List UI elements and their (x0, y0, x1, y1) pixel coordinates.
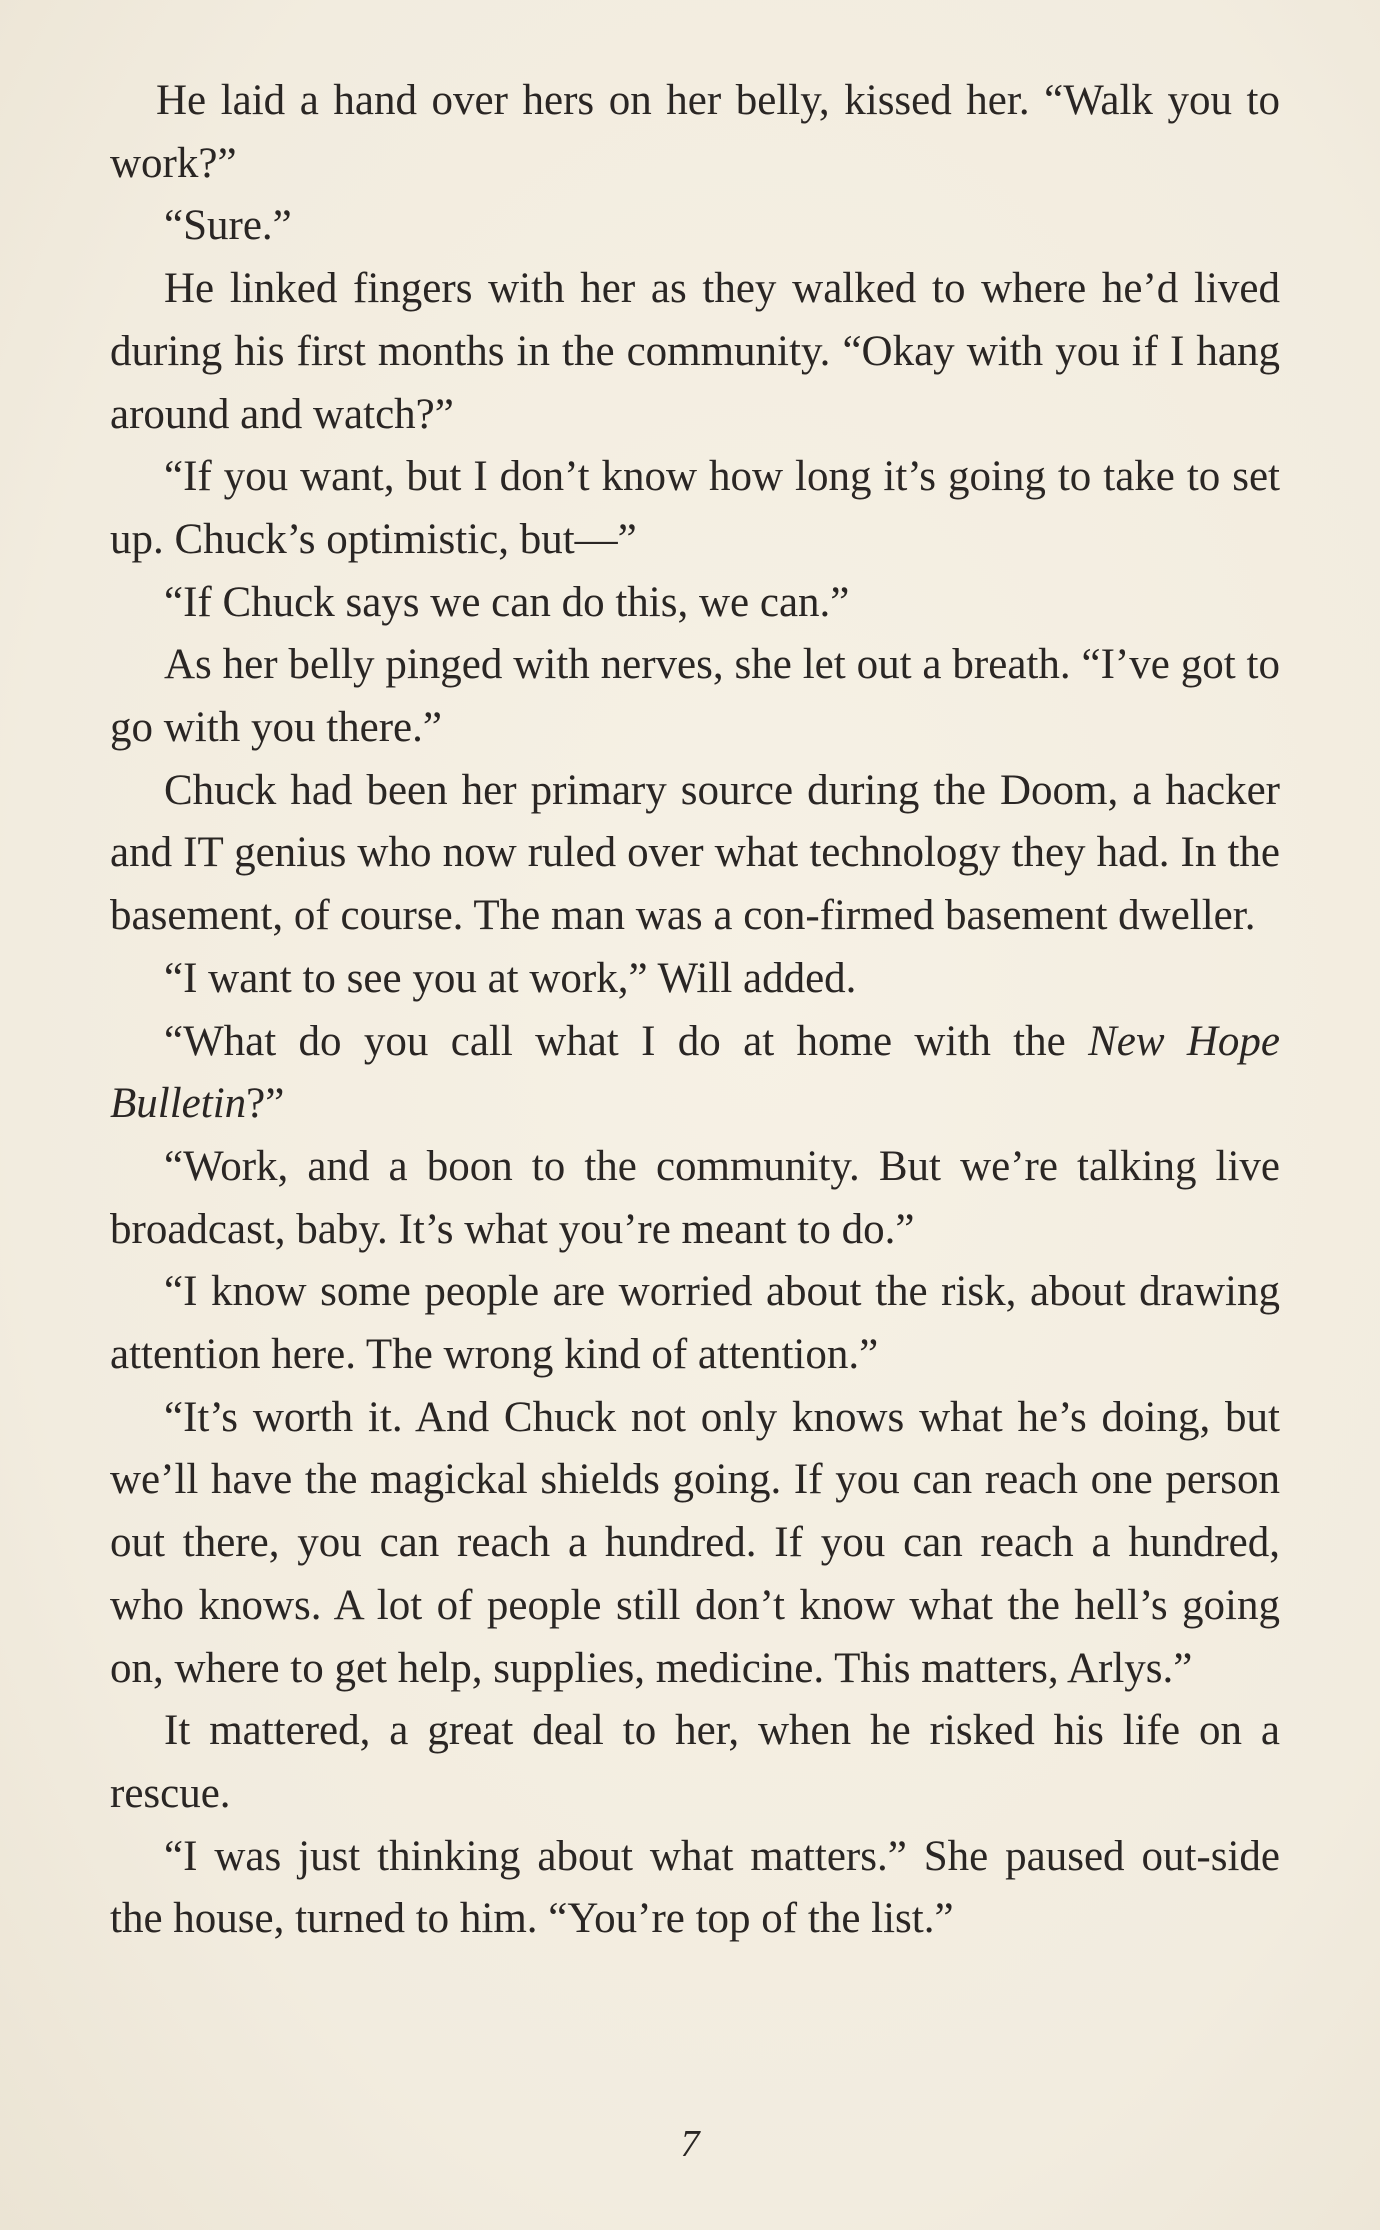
paragraph: “I know some people are worried about the risk, about drawing attention here. The wrong kind of attention.” (110, 1268, 1280, 1379)
paragraph-with-italic-title (110, 1011, 1280, 1136)
paragraph: “If Chuck says we can do this, we can.” (164, 578, 850, 626)
paragraph: “I was just thinking about what matters.” She paused out-side the house, turned to him. “You’re top of the list.” (110, 1832, 1280, 1943)
paragraph: “Work, and a boon to the community. But we’re talking live broadcast, baby. It’s what you’re meant to do.” (110, 1142, 1280, 1253)
paragraph-text-after: ?” (246, 1080, 285, 1128)
body-text (110, 70, 1280, 1951)
paragraph: “If you want, but I don’t know how long it’s going to take to set up. Chuck’s optimistic, but—” (110, 453, 1280, 563)
paragraph: He laid a hand over hers on her belly, kissed her. “Walk you to work?” (110, 77, 1280, 187)
paragraph-text-before: “What do you call what I do at home with the (164, 1017, 1089, 1065)
paragraph: It mattered, a great deal to her, when he risked his life on a rescue. (110, 1707, 1280, 1817)
paragraph: “It’s worth it. And Chuck not only knows what he’s doing, but we’ll have the magickal shields going. If you can reach one person out there, you can reach a hundred. If you can reach a hundred, who knows. A lot of people still don’t know what the hell’s going on, where to get help, supplies, medicine. This matters, Arlys.” (110, 1393, 1280, 1692)
paragraph: “I want to see you at work,” Will added. (164, 954, 857, 1002)
publication-title: New Hope Bulletin (110, 1017, 1280, 1128)
paragraph: Chuck had been her primary source during the Doom, a hacker and IT genius who now ruled over what technology they had. In the basement, of course. The man was a con-firmed basement dweller. (110, 766, 1280, 940)
paragraph: As her belly pinged with nerves, she let out a breath. “I’ve got to go with you there.” (110, 641, 1280, 752)
page-number: 7 (680, 2123, 700, 2165)
paragraph: “Sure.” (164, 202, 292, 250)
paragraph: He linked fingers with her as they walked to where he’d lived during his first months in the community. “Okay with you if I hang around and watch?” (110, 265, 1280, 438)
